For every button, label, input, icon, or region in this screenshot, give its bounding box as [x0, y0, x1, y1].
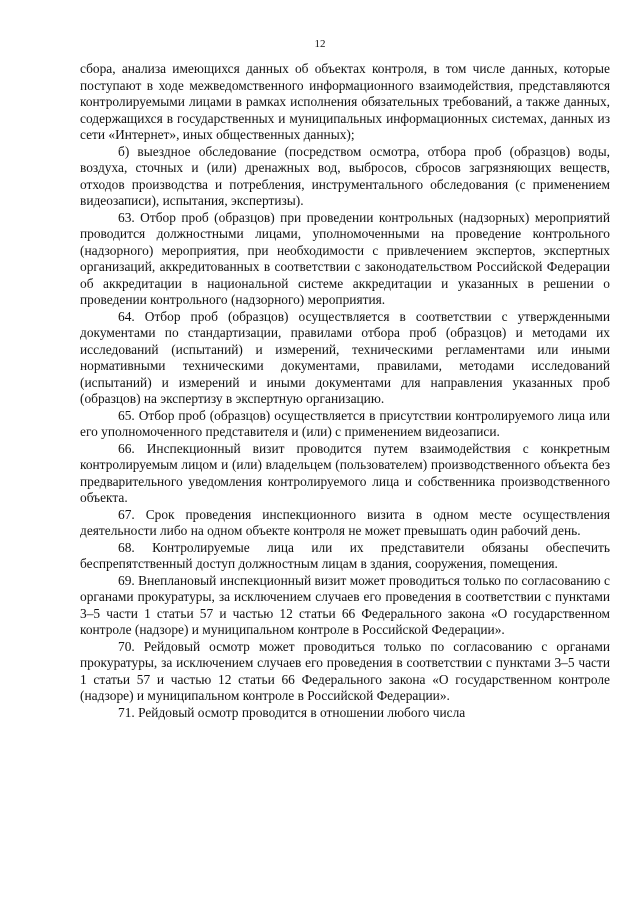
paragraph-69: 69. Внеплановый инспекционный визит может проводиться только по согласованию с органами прокуратуры, за исключением случаев его проведения в соответствии с пунктами 3–5 части 1 статьи 57 и частью 12 статьи 66 Федерального закона «О государственном контроле (надзоре) и муниципальном контроле в Российской Федерации».	[80, 572, 610, 637]
paragraph-63: 63. Отбор проб (образцов) при проведении контрольных (надзорных) мероприятий проводится должностными лицами, уполномоченными на проведение контрольного (надзорного) мероприятия, при необходимости с привлечением экспертов, экспертных организаций, аккредитованных в соответствии с законодательством Российской Федерации об аккредитации в национальной системе аккредитации и указанных в решении о проведении контрольного (надзорного) мероприятия.	[80, 209, 610, 307]
paragraph-70: 70. Рейдовый осмотр может проводиться только по согласованию с органами прокуратуры, за исключением случаев его проведения в соответствии с пунктами 3–5 части 1 статьи 57 и частью 12 статьи 66 Федерального закона «О государственном контроле (надзоре) и муниципальном контроле в Российской Федерации».	[80, 638, 610, 703]
paragraph-67: 67. Срок проведения инспекционного визита в одном месте осуществления деятельности либо на одном объекте контроля не может превышать один рабочий день.	[80, 506, 610, 538]
paragraph-66: 66. Инспекционный визит проводится путем взаимодействия с конкретным контролируемым лицом и (или) владельцем (пользователем) производственного объекта без предварительного уведомления контролируемого лица и собственника производственного объекта.	[80, 440, 610, 505]
paragraph-68: 68. Контролируемые лица или их представители обязаны обеспечить беспрепятственный доступ должностным лицам в здания, сооружения, помещения.	[80, 539, 610, 571]
paragraph-continuation: сбора, анализа имеющихся данных об объектах контроля, в том числе данных, которые поступают в ходе межведомственного информационного взаимодействия, представляются контролируемыми лицами в рамках исполнения обязательных требований, а также данных, содержащихся в государственных и муниципальных информационных системах, данных из сети «Интернет», иных общественных данных);	[80, 61, 610, 142]
paragraph-71: 71. Рейдовый осмотр проводится в отношении любого числа	[118, 704, 466, 720]
paragraph-65: 65. Отбор проб (образцов) осуществляется в присутствии контролируемого лица или его уполномоченного представителя и (или) с применением видеозаписи.	[80, 407, 610, 439]
page-number: 12	[314, 38, 326, 50]
document-body	[80, 61, 610, 721]
paragraph-item-b: б) выездное обследование (посредством осмотра, отбора проб (образцов) воды, воздуха, сточных и (или) дренажных вод, выбросов, сбросов загрязняющих веществ, отходов производства и потребления, инструментального обследования (с применением видеозаписи), испытания, экспертизы).	[80, 143, 610, 208]
paragraph-64: 64. Отбор проб (образцов) осуществляется в соответствии с утвержденными документами по стандартизации, правилами отбора проб (образцов) и методами их исследований (испытаний) и измерений, техническими регламентами или иными нормативными техническими документами, правилами, методами исследований (испытаний) и измерений и иными документами для направления указанных проб (образцов) на экспертизу в экспертную организацию.	[80, 308, 610, 406]
